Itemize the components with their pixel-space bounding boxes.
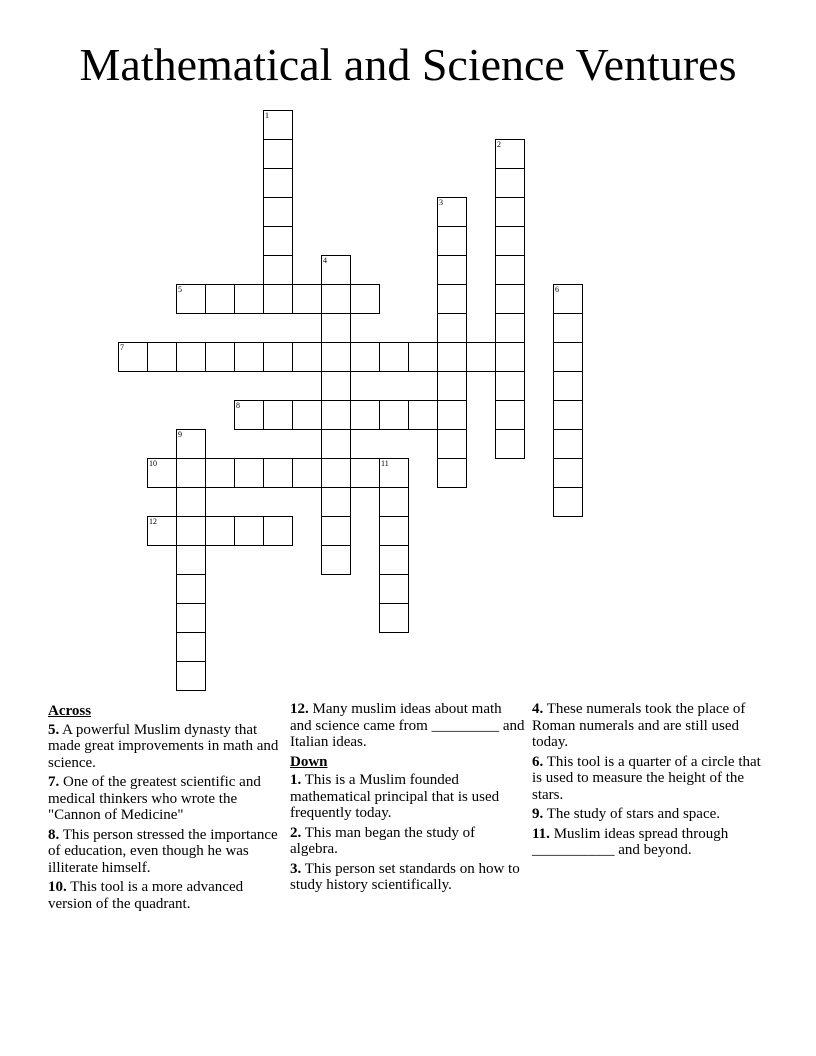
clue-number-label: 5 (178, 285, 182, 294)
clue-text: This tool is a more advanced version of the quadrant. (48, 879, 244, 912)
grid-cell[interactable] (379, 574, 409, 604)
grid-cell-8[interactable] (234, 400, 264, 430)
clue-number: 1. (290, 772, 302, 788)
grid-cell[interactable] (176, 516, 206, 546)
grid-cell[interactable] (205, 284, 235, 314)
grid-cell-4[interactable] (321, 255, 351, 285)
grid-cell[interactable] (321, 429, 351, 459)
grid-cell[interactable] (553, 458, 583, 488)
grid-cell[interactable] (176, 574, 206, 604)
clue-number: 12. (290, 701, 309, 717)
clue-text: This man began the study of algebra. (290, 824, 476, 857)
grid-cell[interactable] (263, 139, 293, 169)
grid-cell[interactable] (234, 342, 264, 372)
grid-cell[interactable] (495, 197, 525, 227)
grid-cell[interactable] (321, 400, 351, 430)
grid-cell[interactable] (437, 429, 467, 459)
grid-cell[interactable] (263, 168, 293, 198)
grid-cell[interactable] (495, 226, 525, 256)
clue-across-12 (290, 701, 525, 751)
grid-cell[interactable] (292, 284, 322, 314)
clue-text: One of the greatest scientific and medical thinkers who wrote the "Cannon of Medicine" (48, 774, 261, 823)
grid-cell[interactable] (292, 458, 322, 488)
grid-cell[interactable] (234, 458, 264, 488)
clue-text: A powerful Muslim dynasty that made great improvements in math and science. (48, 721, 279, 771)
grid-cell[interactable] (176, 603, 206, 633)
grid-cell[interactable] (321, 284, 351, 314)
grid-cell[interactable] (321, 545, 351, 575)
grid-cell-5[interactable] (176, 284, 206, 314)
clue-across-5 (48, 722, 283, 772)
grid-cell-12[interactable] (147, 516, 177, 546)
grid-cell[interactable] (321, 487, 351, 517)
grid-cell[interactable] (379, 603, 409, 633)
clue-number: 5. (48, 721, 60, 738)
grid-cell[interactable] (321, 313, 351, 343)
clue-text: This person set standards on how to study history scientifically. (290, 860, 520, 893)
grid-cell[interactable] (495, 400, 525, 430)
grid-cell[interactable] (379, 487, 409, 517)
grid-cell[interactable] (437, 371, 467, 401)
clue-number: 6. (532, 753, 544, 770)
grid-cell-3[interactable] (437, 197, 467, 227)
grid-cell[interactable] (321, 458, 351, 488)
grid-cell[interactable] (147, 342, 177, 372)
clue-number-label: 10 (149, 459, 157, 468)
grid-cell[interactable] (263, 255, 293, 285)
grid-cell[interactable] (263, 342, 293, 372)
grid-cell[interactable] (205, 516, 235, 546)
clue-number: 9. (532, 806, 544, 822)
grid-cell-11[interactable] (379, 458, 409, 488)
clue-number-label: 1 (265, 111, 269, 120)
grid-cell[interactable] (350, 458, 380, 488)
clue-across-7 (48, 774, 283, 824)
grid-cell[interactable] (437, 458, 467, 488)
clue-number: 4. (532, 701, 544, 717)
clues-column-2 (290, 701, 525, 897)
grid-cell[interactable] (495, 371, 525, 401)
grid-cell[interactable] (263, 458, 293, 488)
grid-cell-9[interactable] (176, 429, 206, 459)
across-heading: Across (48, 703, 92, 719)
grid-cell[interactable] (495, 313, 525, 343)
grid-cell[interactable] (321, 516, 351, 546)
grid-cell-1[interactable] (263, 110, 293, 140)
clue-across-8 (48, 827, 283, 877)
grid-cell[interactable] (176, 458, 206, 488)
grid-cell[interactable] (176, 487, 206, 517)
grid-cell[interactable] (553, 429, 583, 459)
grid-cell[interactable] (495, 284, 525, 314)
page-title: Mathematical and Science Ventures (79, 39, 737, 90)
grid-cell[interactable] (466, 342, 496, 372)
grid-cell[interactable] (553, 400, 583, 430)
clue-number: 11. (532, 825, 550, 842)
clue-number-label: 12 (149, 517, 157, 526)
grid-cell[interactable] (408, 342, 438, 372)
clue-number: 2. (290, 824, 302, 841)
clues-column-1 (48, 701, 283, 915)
grid-cell[interactable] (263, 226, 293, 256)
clue-down-2 (290, 825, 525, 858)
grid-cell[interactable] (437, 255, 467, 285)
clue-across-10 (48, 879, 283, 912)
grid-cell[interactable] (379, 545, 409, 575)
grid-cell[interactable] (234, 516, 264, 546)
clue-text: Many muslim ideas about math and science came from _________ and Italian ideas. (290, 701, 525, 750)
clue-number-label: 6 (555, 285, 559, 294)
clue-number-label: 8 (236, 401, 240, 410)
clue-number-label: 7 (120, 343, 124, 352)
down-heading: Down (290, 753, 328, 770)
clue-text: This is a Muslim founded mathematical principal that is used frequently today. (290, 772, 500, 821)
grid-cell[interactable] (553, 487, 583, 517)
grid-cell[interactable] (553, 313, 583, 343)
grid-cell[interactable] (176, 545, 206, 575)
grid-cell[interactable] (437, 226, 467, 256)
grid-cell[interactable] (292, 342, 322, 372)
grid-cell[interactable] (379, 342, 409, 372)
clue-number: 3. (290, 860, 302, 877)
clue-down-3 (290, 861, 525, 894)
grid-cell[interactable] (408, 400, 438, 430)
grid-cell[interactable] (176, 342, 206, 372)
grid-cell[interactable] (263, 284, 293, 314)
clue-text: This tool is a quarter of a circle that is used to measure the height of the stars. (532, 753, 761, 803)
grid-cell[interactable] (553, 371, 583, 401)
grid-cell[interactable] (263, 516, 293, 546)
grid-cell[interactable] (263, 400, 293, 430)
clues-column-3 (532, 701, 767, 862)
clue-text: Muslim ideas spread through ___________ and beyond. (532, 825, 729, 858)
grid-cell[interactable] (350, 342, 380, 372)
grid-cell[interactable] (495, 342, 525, 372)
clue-number: 7. (48, 774, 60, 790)
clue-text: The study of stars and space. (543, 806, 721, 822)
clue-text: These numerals took the place of Roman numerals and are still used today. (532, 701, 746, 750)
grid-cell[interactable] (292, 400, 322, 430)
clue-number-label: 11 (381, 459, 389, 468)
grid-cell[interactable] (350, 284, 380, 314)
clue-number-label: 4 (323, 256, 327, 265)
grid-cell[interactable] (437, 342, 467, 372)
grid-cell[interactable] (495, 168, 525, 198)
grid-cell[interactable] (321, 342, 351, 372)
grid-cell[interactable] (176, 632, 206, 662)
grid-cell-2[interactable] (495, 139, 525, 169)
clue-number: 8. (48, 826, 60, 843)
clue-text: This person stressed the importance of education, even though he was illiterate himself. (48, 826, 278, 876)
grid-cell[interactable] (495, 429, 525, 459)
clue-down-9 (532, 806, 767, 823)
grid-cell[interactable] (437, 284, 467, 314)
grid-cell-10[interactable] (147, 458, 177, 488)
grid-cell-6[interactable] (553, 284, 583, 314)
clue-down-6 (532, 754, 767, 804)
grid-cell-7[interactable] (118, 342, 148, 372)
clue-number: 10. (48, 879, 67, 895)
grid-cell[interactable] (379, 516, 409, 546)
grid-cell[interactable] (234, 284, 264, 314)
clue-down-1 (290, 772, 525, 822)
clue-down-11 (532, 826, 767, 859)
grid-cell[interactable] (205, 458, 235, 488)
clue-down-4 (532, 701, 767, 751)
grid-cell[interactable] (553, 342, 583, 372)
grid-cell[interactable] (263, 197, 293, 227)
grid-cell[interactable] (437, 400, 467, 430)
clue-number-label: 2 (497, 140, 501, 149)
grid-cell[interactable] (321, 371, 351, 401)
clue-number-label: 3 (439, 198, 443, 207)
clue-number-label: 9 (178, 430, 182, 439)
grid-cell[interactable] (205, 342, 235, 372)
grid-cell[interactable] (350, 400, 380, 430)
grid-cell[interactable] (176, 661, 206, 691)
grid-cell[interactable] (495, 255, 525, 285)
grid-cell[interactable] (379, 400, 409, 430)
grid-cell[interactable] (437, 313, 467, 343)
